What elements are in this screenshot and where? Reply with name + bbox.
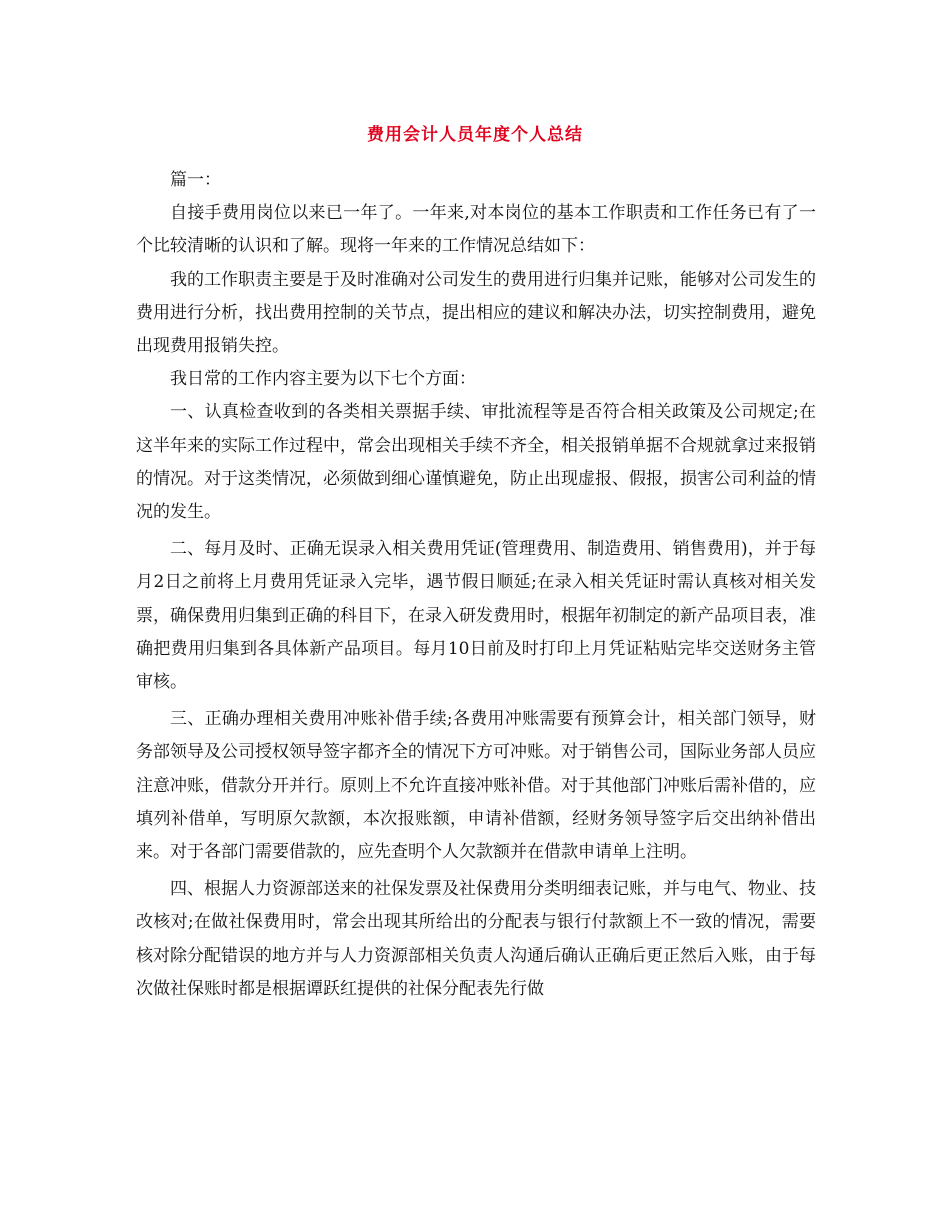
paragraph-item-two: 二、每月及时、正确无误录入相关费用凭证(管理费用、制造费用、销售费用)，并于每月2日之前将上月费用凭证录入完毕，遇节假日顺延;在录入相关凭证时需认真核对相关发票，确保费用归集到正确的科目下，在录入研发费用时，根据年初制定的新产品项目表，准确把费用归集到各具体新产品项目。每月10日前及时打印上月凭证粘贴完毕交送财务主管审核。 bbox=[136, 539, 816, 693]
document-body bbox=[136, 164, 816, 1006]
paragraph-section-heading: 篇一： bbox=[170, 170, 221, 190]
paragraph-item-one: 一、认真检查收到的各类相关票据手续、审批流程等是否符合相关政策及公司规定;在这半年来的实际工作过程中，常会出现相关手续不齐全，相关报销单据不合规就拿过来报销的情况。对于这类情况，必须做到细心谨慎避免，防止出现虚报、假报，损害公司利益的情况的发生。 bbox=[136, 402, 816, 523]
paragraph-item-four: 四、根据人力资源部送来的社保发票及社保费用分类明细表记账，并与电气、物业、技改核对;在做社保费用时，常会出现其所给出的分配表与银行付款额上不一致的情况，需要核对除分配错误的地方并与人力资源部相关负责人沟通后确认正确后更正然后入账，由于每次做社保账时都是根据谭跃红提供的社保分配表先行做 bbox=[136, 879, 816, 999]
paragraph-item-three: 三、正确办理相关费用冲账补借手续;各费用冲账需要有预算会计，相关部门领导，财务部领导及公司授权领导签字都齐全的情况下方可冲账。对于销售公司，国际业务部人员应注意冲账，借款分开并行。原则上不允许直接冲账补借。对于其他部门冲账后需补借的，应填列补借单，写明原欠款额，本次报账额，申请补借额，经财务领导签字后交出纳补借出来。对于各部门需要借款的，应先查明个人欠款额并在借款申请单上注明。 bbox=[136, 709, 816, 863]
document-title: 费用会计人员年度个人总结 bbox=[367, 125, 583, 145]
paragraph-duties: 我的工作职责主要是于及时准确对公司发生的费用进行归集并记账，能够对公司发生的费用进行分析，找出费用控制的关节点，提出相应的建议和解决办法，切实控制费用，避免出现费用报销失控。 bbox=[136, 269, 816, 357]
paragraph-intro: 自接手费用岗位以来已一年了。一年来,对本岗位的基本工作职责和工作任务已有了一个比较清晰的认识和了解。现将一年来的工作情况总结如下： bbox=[136, 203, 816, 257]
paragraph-daily-work: 我日常的工作内容主要为以下七个方面： bbox=[170, 369, 476, 390]
